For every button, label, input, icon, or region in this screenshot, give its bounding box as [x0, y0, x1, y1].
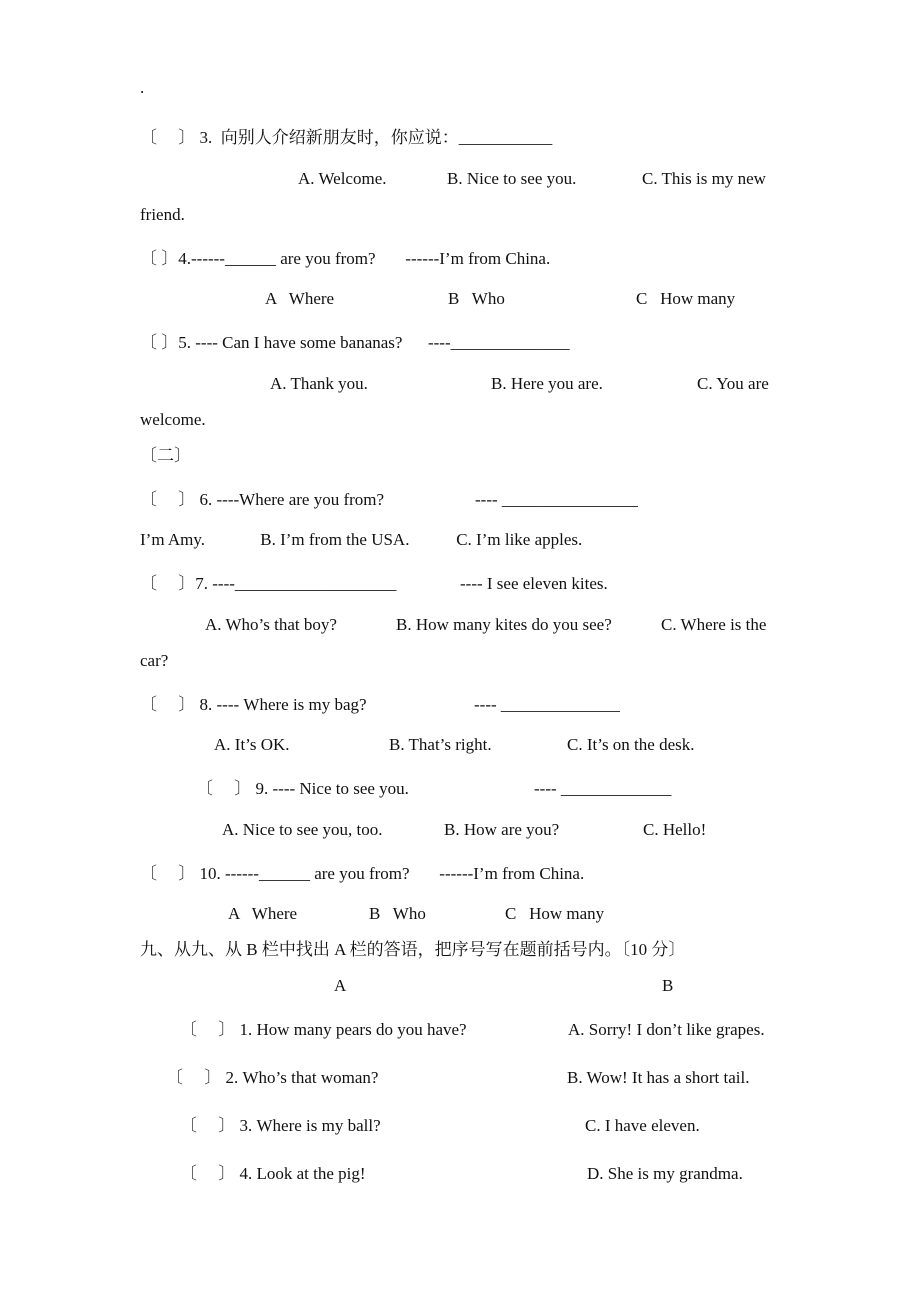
q9-option-a: A. Nice to see you, too.	[222, 820, 383, 839]
q9-option-b: B. How are you?	[444, 820, 560, 839]
q7-option-c-continued: car?	[140, 651, 169, 670]
question-5: 〔 〕5. ---- Can I have some bananas? ----______________	[140, 333, 570, 352]
matching-question-2: 〔 〕 2. Who’s that woman?	[166, 1068, 379, 1087]
matching-question-1: 〔 〕 1. How many pears do you have?	[180, 1020, 467, 1039]
section-9-title: 九、从九、从 B 栏中找出 A 栏的答语，把序号写在题前括号内。〔10 分〕	[140, 940, 686, 959]
q7-option-a: A. Who’s that boy?	[205, 615, 337, 634]
section-2-heading: 〔二〕	[140, 446, 191, 465]
question-9: 〔 〕 9. ---- Nice to see you.	[196, 779, 409, 798]
q7-option-b: B. How many kites do you see?	[396, 615, 612, 634]
q6-options: I’m Amy. B. I’m from the USA. C. I’m like apples.	[140, 530, 583, 549]
q3-option-b: B. Nice to see you.	[447, 169, 577, 188]
q7-option-c: C. Where is the	[661, 615, 767, 634]
question-8: 〔 〕 8. ---- Where is my bag?	[140, 695, 367, 714]
matching-answer-a: A. Sorry! I don’t like grapes.	[568, 1020, 765, 1039]
q9-answer: ---- _____________	[534, 779, 672, 798]
q10-option-a: A Where	[228, 904, 298, 923]
q3-option-a: A. Welcome.	[298, 169, 387, 188]
q6-answer: ---- ________________	[475, 490, 638, 509]
q9-option-c: C. Hello!	[643, 820, 707, 839]
question-10: 〔 〕 10. ------______ are you from? ------I’m from China.	[140, 864, 585, 883]
matching-answer-d: D. She is my grandma.	[587, 1164, 743, 1183]
q5-option-c-continued: welcome.	[140, 410, 206, 429]
q5-option-b: B. Here you are.	[491, 374, 603, 393]
matching-question-4: 〔 〕 4. Look at the pig!	[180, 1164, 366, 1183]
question-6: 〔 〕 6. ----Where are you from?	[140, 490, 385, 509]
q10-option-b: B Who	[369, 904, 426, 923]
question-3: 〔 〕 3. 向别人介绍新朋友时，你应说：___________	[140, 128, 553, 147]
q10-option-c: C How many	[505, 904, 605, 923]
q4-option-c: C How many	[636, 289, 736, 308]
q4-option-b: B Who	[448, 289, 505, 308]
q5-option-c: C. You are	[697, 374, 769, 393]
q8-option-b: B. That’s right.	[389, 735, 492, 754]
matching-question-3: 〔 〕 3. Where is my ball?	[180, 1116, 381, 1135]
matching-answer-c: C. I have eleven.	[585, 1116, 700, 1135]
q8-option-c: C. It’s on the desk.	[567, 735, 695, 754]
column-a-header: A	[334, 976, 347, 995]
q5-option-a: A. Thank you.	[270, 374, 368, 393]
matching-answer-b: B. Wow! It has a short tail.	[567, 1068, 750, 1087]
page-dot: .	[140, 78, 145, 97]
column-b-header: B	[662, 976, 674, 995]
q7-answer: ---- I see eleven kites.	[460, 574, 608, 593]
q3-option-c: C. This is my new	[642, 169, 766, 188]
q8-answer: ---- ______________	[474, 695, 620, 714]
q3-option-c-continued: friend.	[140, 205, 185, 224]
question-7: 〔 〕7. ----___________________	[140, 574, 397, 593]
q8-option-a: A. It’s OK.	[214, 735, 290, 754]
q4-option-a: A Where	[265, 289, 335, 308]
question-4: 〔 〕4.------______ are you from? ------I’m from China.	[140, 249, 551, 268]
